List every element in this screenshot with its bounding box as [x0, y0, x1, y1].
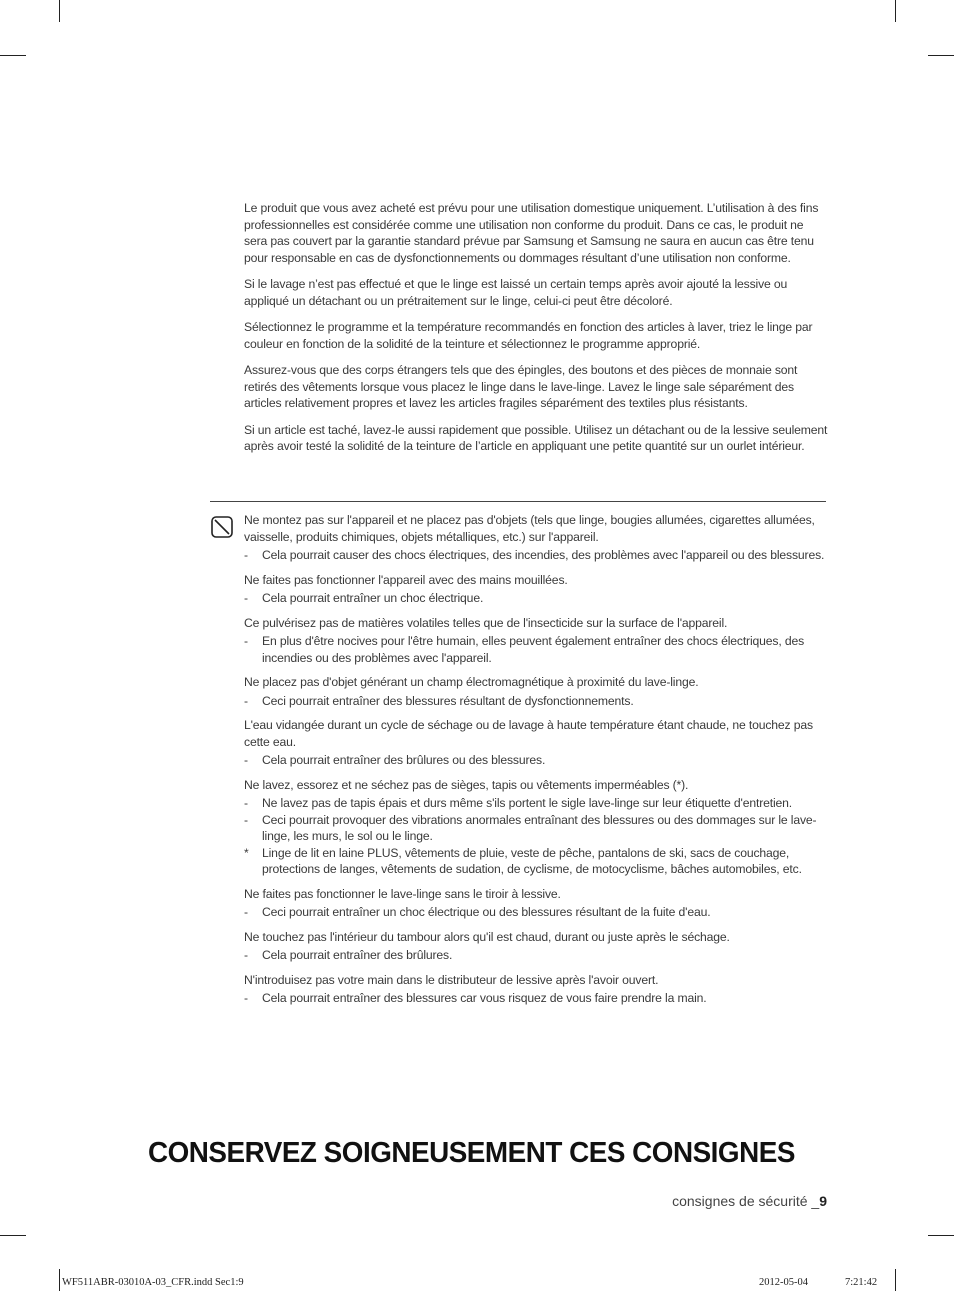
bullet-marker: - — [244, 634, 248, 648]
bullet-marker: - — [244, 548, 248, 562]
consequence-text: Ne lavez pas de tapis épais et durs même s'ils portent le sigle lave-linge sur leur étiquette d'entretien. — [262, 796, 793, 810]
warning-consequence — [244, 904, 828, 921]
consequence-text: En plus d'être nocives pour l'être humain, elles peuvent également entraîner des chocs électriques, des incendies ou des problèmes avec l'appareil. — [262, 634, 805, 665]
warning-text: Ne placez pas d'objet générant un champ électromagnétique à proximité du lave-linge. — [244, 675, 699, 689]
consequence-text: Linge de lit en laine PLUS, vêtements de pluie, veste de pêche, pantalons de ski, sacs de couchage, protections de langes, vêtements de sudation, de cyclisme, de motocyclisme, bâches automobiles, etc. — [262, 845, 802, 876]
footer-section-label: consignes de sécurité _ — [672, 1193, 820, 1209]
intro-paragraph: Assurez-vous que des corps étrangers tels que des épingles, des boutons et des pièces de monnaie sont retirés des vêtements lorsque vous placez le linge dans le lave-linge. Lavez le linge sale séparément des articles relativement propres et lavez les articles fragiles séparément des textiles plus résistants. — [244, 363, 798, 410]
warning-text: N'introduisez pas votre main dans le distributeur de lessive après l'avoir ouvert. — [244, 972, 659, 987]
consequence-text: Cela pourrait causer des chocs électriques, des incendies, des problèmes avec l'appareil ou des blessures. — [262, 548, 825, 562]
crop-mark-bottom-right — [895, 1269, 896, 1291]
warning-item — [244, 886, 828, 921]
consequence-text: Ceci pourrait entraîner un choc électrique ou des blessures résultant de la fuite d'eau. — [262, 905, 711, 919]
warning-consequence — [244, 990, 828, 1007]
warning-consequence — [244, 693, 828, 710]
crop-mark-bottom-left — [59, 1269, 60, 1291]
prohibition-icon — [211, 516, 233, 538]
page-footer — [672, 1193, 827, 1209]
warning-item — [244, 717, 828, 769]
crop-mark-right-top — [928, 55, 954, 56]
bullet-marker: - — [244, 905, 248, 919]
warning-text: Ne montez pas sur l'appareil et ne placez pas d'objets (tels que linge, bougies allumées, cigarettes allumées, vaisselle, produits chimiques, objets métalliques, etc.) sur l'appareil. — [244, 513, 815, 544]
intro-paragraph: Le produit que vous avez acheté est prévu pour une utilisation domestique uniquement. L’utilisation à des fins professionnelles est considérée comme une utilisation non conforme du produit. Dans ce cas, le produit ne sera pas couvert par la garantie standard prévue par Samsung et Samsung ne saura en aucun cas être tenu pour responsable en cas de dysfonctionnements ou dommages résultant d’une utilisation non conforme. — [244, 201, 819, 265]
bullet-marker: - — [244, 991, 248, 1005]
warning-item — [244, 777, 828, 878]
section-divider — [210, 501, 826, 502]
crop-mark-right-bottom — [928, 1235, 954, 1236]
bullet-marker: - — [244, 753, 248, 767]
intro-section — [244, 200, 828, 465]
closing-title: CONSERVEZ SOIGNEUSEMENT CES CONSIGNES — [148, 1137, 795, 1169]
intro-paragraph: Si un article est taché, lavez-le aussi rapidement que possible. Utilisez un détachant ou de la lessive seulement après avoir testé la solidité de la teinture de l’article en appliquant une petite quantité sur un ourlet intérieur. — [244, 422, 828, 453]
crop-mark-top-left — [59, 0, 60, 22]
warning-consequence — [244, 590, 828, 607]
intro-paragraph: Sélectionnez le programme et la température recommandés en fonction des articles à laver, triez le linge par couleur en fonction de la solidité de la teinture et sélectionnez le programme approprié. — [244, 320, 813, 351]
consequence-text: Ceci pourrait provoquer des vibrations anormales entraînant des blessures ou des dommages sur le lave-linge, les murs, le sol ou le linge. — [262, 812, 817, 843]
bullet-marker: * — [244, 845, 249, 860]
warnings-list — [244, 512, 828, 1015]
slug-time: 7:21:42 — [845, 1277, 878, 1288]
consequence-text: Cela pourrait entraîner des brûlures. — [262, 948, 453, 962]
consequence-text: Cela pourrait entraîner des blessures car vous risquez de vous faire prendre la main. — [262, 991, 707, 1005]
warning-consequence — [244, 947, 828, 964]
crop-mark-left-bottom — [0, 1235, 26, 1236]
warning-item — [244, 929, 828, 964]
slug-file: WF511ABR-03010A-03_CFR.indd Sec1:9 — [62, 1277, 244, 1288]
warning-consequence — [244, 633, 828, 666]
bullet-marker: - — [244, 812, 248, 827]
warning-text: Ne lavez, essorez et ne séchez pas de sièges, tapis ou vêtements imperméables (*). — [244, 777, 689, 792]
warning-item — [244, 572, 828, 607]
warning-consequence — [244, 795, 828, 812]
warning-item — [244, 674, 828, 709]
warning-consequence — [244, 812, 828, 845]
warning-text: Ne faites pas fonctionner le lave-linge sans le tiroir à lessive. — [244, 886, 561, 901]
consequence-text: Ceci pourrait entraîner des blessures résultant de dysfonctionnements. — [262, 693, 634, 708]
bullet-marker: - — [244, 796, 248, 810]
warning-text: Ne touchez pas l'intérieur du tambour alors qu'il est chaud, durant ou juste après le séchage. — [244, 929, 730, 944]
warning-consequence — [244, 547, 828, 564]
warning-consequence — [244, 752, 828, 769]
crop-mark-left-top — [0, 55, 26, 56]
page-number: 9 — [819, 1193, 827, 1209]
consequence-text: Cela pourrait entraîner des brûlures ou des blessures. — [262, 753, 546, 767]
intro-paragraph: Si le lavage n’est pas effectué et que le linge est laissé un certain temps après avoir ajouté la lessive ou appliqué un détachant ou un prétraitement sur le linge, celui-ci peut être décoloré. — [244, 277, 788, 308]
bullet-marker: - — [244, 948, 248, 962]
warning-text: Ne faites pas fonctionner l'appareil avec des mains mouillées. — [244, 572, 568, 587]
warning-item — [244, 972, 828, 1007]
warning-text: Ce pulvérisez pas de matières volatiles telles que de l'insecticide sur la surface de l'appareil. — [244, 615, 728, 630]
warning-text: L'eau vidangée durant un cycle de séchage ou de lavage à haute température étant chaude, ne touchez pas cette eau. — [244, 718, 813, 749]
slug-date: 2012-05-04 — [759, 1277, 808, 1288]
warning-consequence — [244, 845, 828, 878]
bullet-marker: - — [244, 693, 248, 708]
crop-mark-top-right — [895, 0, 896, 22]
bullet-marker: - — [244, 591, 248, 605]
warning-item — [244, 615, 828, 667]
warning-item — [244, 512, 828, 564]
consequence-text: Cela pourrait entraîner un choc électrique. — [262, 591, 484, 605]
